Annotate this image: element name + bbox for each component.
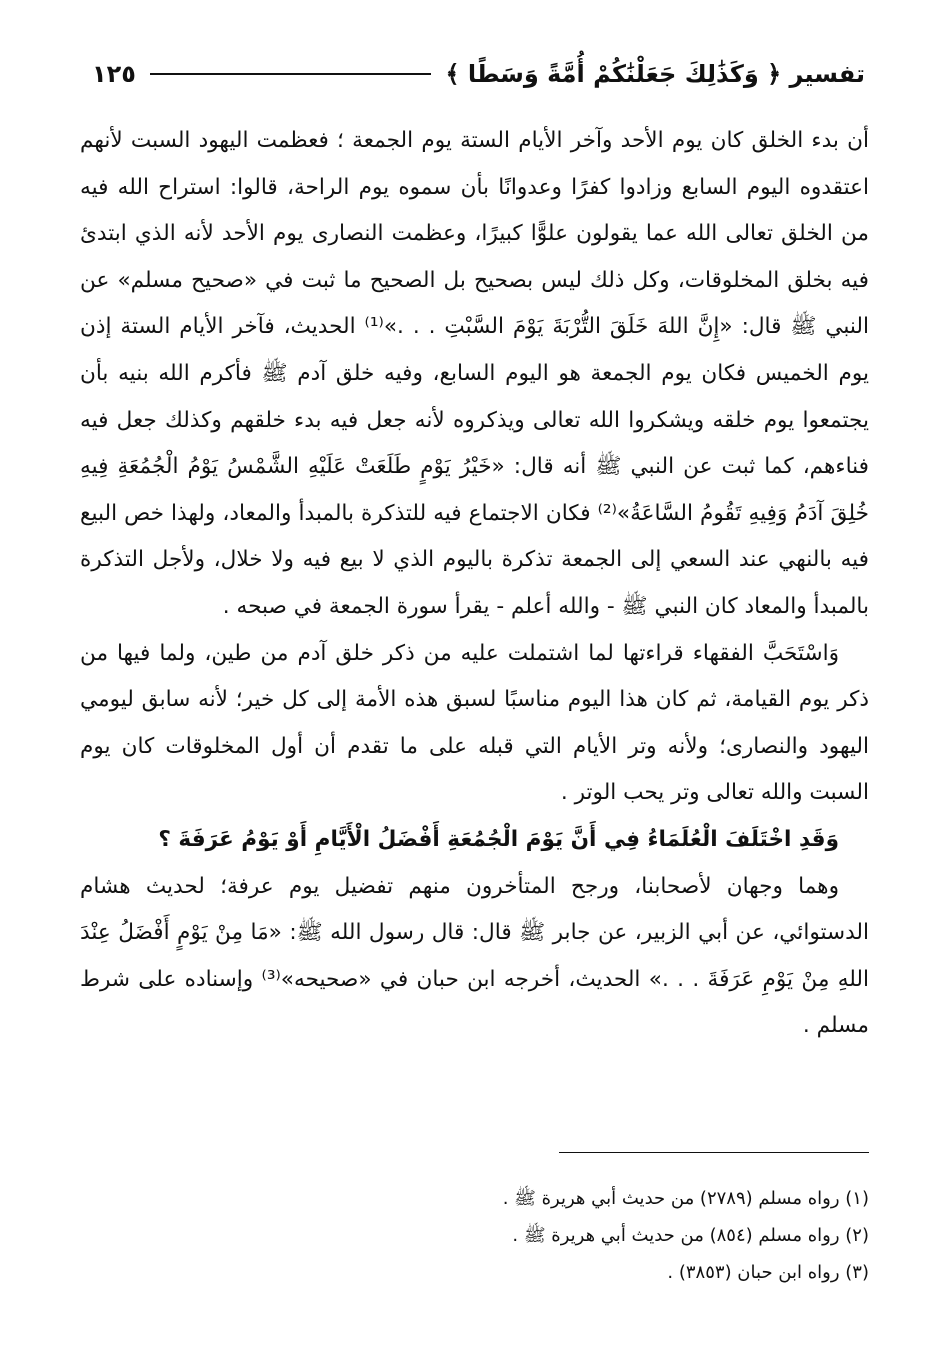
paragraph-2: وَاسْتَحَبَّ الفقهاء قراءتها لما اشتملت عليه من ذكر خلق آدم من طين، ولما فيها من ذكر يوم القيامة، ثم كان هذا اليوم مناسبًا لسبق هذه الأمة إلى كل خير؛ لأنه سابق ليومي اليهود والنصارى؛ ولأنه وتر الأيام التي قبله على ما تقدم أن أول المخلوقات كان يوم السبت والله تعالى وتر يحب الوتر .: [80, 640, 869, 806]
body-text: [80, 118, 869, 1050]
section-question: وَقَدِ اخْتَلَفَ الْعُلَمَاءُ فِي أَنَّ يَوْمَ الْجُمُعَةِ أَفْضَلُ الْأَيَّامِ أَوْ يَوْمُ عَرَفَةَ ؟: [158, 826, 839, 852]
footnote-2: (٢) رواه مسلم (٨٥٤) من حديث أبي هريرة ﷺ .: [512, 1225, 869, 1246]
header-rule: [150, 73, 431, 75]
running-header: [92, 52, 865, 96]
footnote-1: (١) رواه مسلم (٢٧٨٩) من حديث أبي هريرة ﷺ .: [502, 1188, 869, 1209]
page-number: ١٢٥: [92, 60, 136, 88]
footnotes: [80, 1180, 869, 1291]
footnote-separator: [559, 1152, 869, 1153]
footnote-3: (٣) رواه ابن حبان (٣٨٥٣) .: [667, 1262, 869, 1283]
running-title: تفسير ﴿ وَكَذَٰلِكَ جَعَلْنَٰكُمْ أُمَّةً وَسَطًا ﴾: [445, 60, 865, 88]
paragraph-3: وهما وجهان لأصحابنا، ورجح المتأخرون منهم تفضيل يوم عرفة؛ لحديث هشام الدستوائي، عن أبي الزبير، عن جابر ﷺ قال: قال رسول الله ﷺ: «مَا مِنْ يَوْمٍ أَفْضَلُ عِنْدَ اللهِ مِنْ يَوْمِ عَرَفَةَ . . .» الحديث، أخرجه ابن حبان في «صحيحه»⁽³⁾ وإسناده على شرط مسلم .: [80, 873, 870, 1039]
paragraph-1: أن بدء الخلق كان يوم الأحد وآخر الأيام الستة يوم الجمعة ؛ فعظمت اليهود السبت لأنهم اعتقدوه اليوم السابع وزادوا كفرًا وعدوانًا بأن سموه يوم الراحة، قالوا: استراح الله فيه من الخلق تعالى الله عما يقولون علوًّا كبيرًا، وعظمت النصارى يوم الأحد لأنه الذي ابتدئ فيه بخلق المخلوقات، وكل ذلك ليس بصحيح بل الصحيح ما ثبت في «صحيح مسلم» عن النبي ﷺ قال: «إِنَّ اللهَ خَلَقَ التُّرْبَةَ يَوْمَ السَّبْتِ . . .»⁽¹⁾ الحديث، فآخر الأيام الستة إذن يوم الخميس فكان يوم الجمعة هو اليوم السابع، وفيه خلق آدم ﷺ فأكرم الله بنيه بأن يجتمعوا يوم خلقه ويشكروا الله تعالى ويذكروه لأنه جعل فيه بدء خلقهم وكذلك جعل فيه فناءهم، كما ثبت عن النبي ﷺ أنه قال: «خَيْرُ يَوْمٍ طَلَعَتْ عَلَيْهِ الشَّمْسُ يَوْمُ الْجُمُعَةِ فِيهِ خُلِقَ آدَمُ وَفِيهِ تَقُومُ السَّاعَةُ»⁽²⁾ فكان الاجتماع فيه للتذكرة بالمبدأ والمعاد، ولهذا خص البيع فيه بالنهي عند السعي إلى الجمعة تذكرة باليوم الذي لا بيع فيه ولا خلال، ولأجل التذكرة بالمبدأ والمعاد كان النبي ﷺ - والله أعلم - يقرأ سورة الجمعة في صبحه .: [80, 128, 869, 619]
